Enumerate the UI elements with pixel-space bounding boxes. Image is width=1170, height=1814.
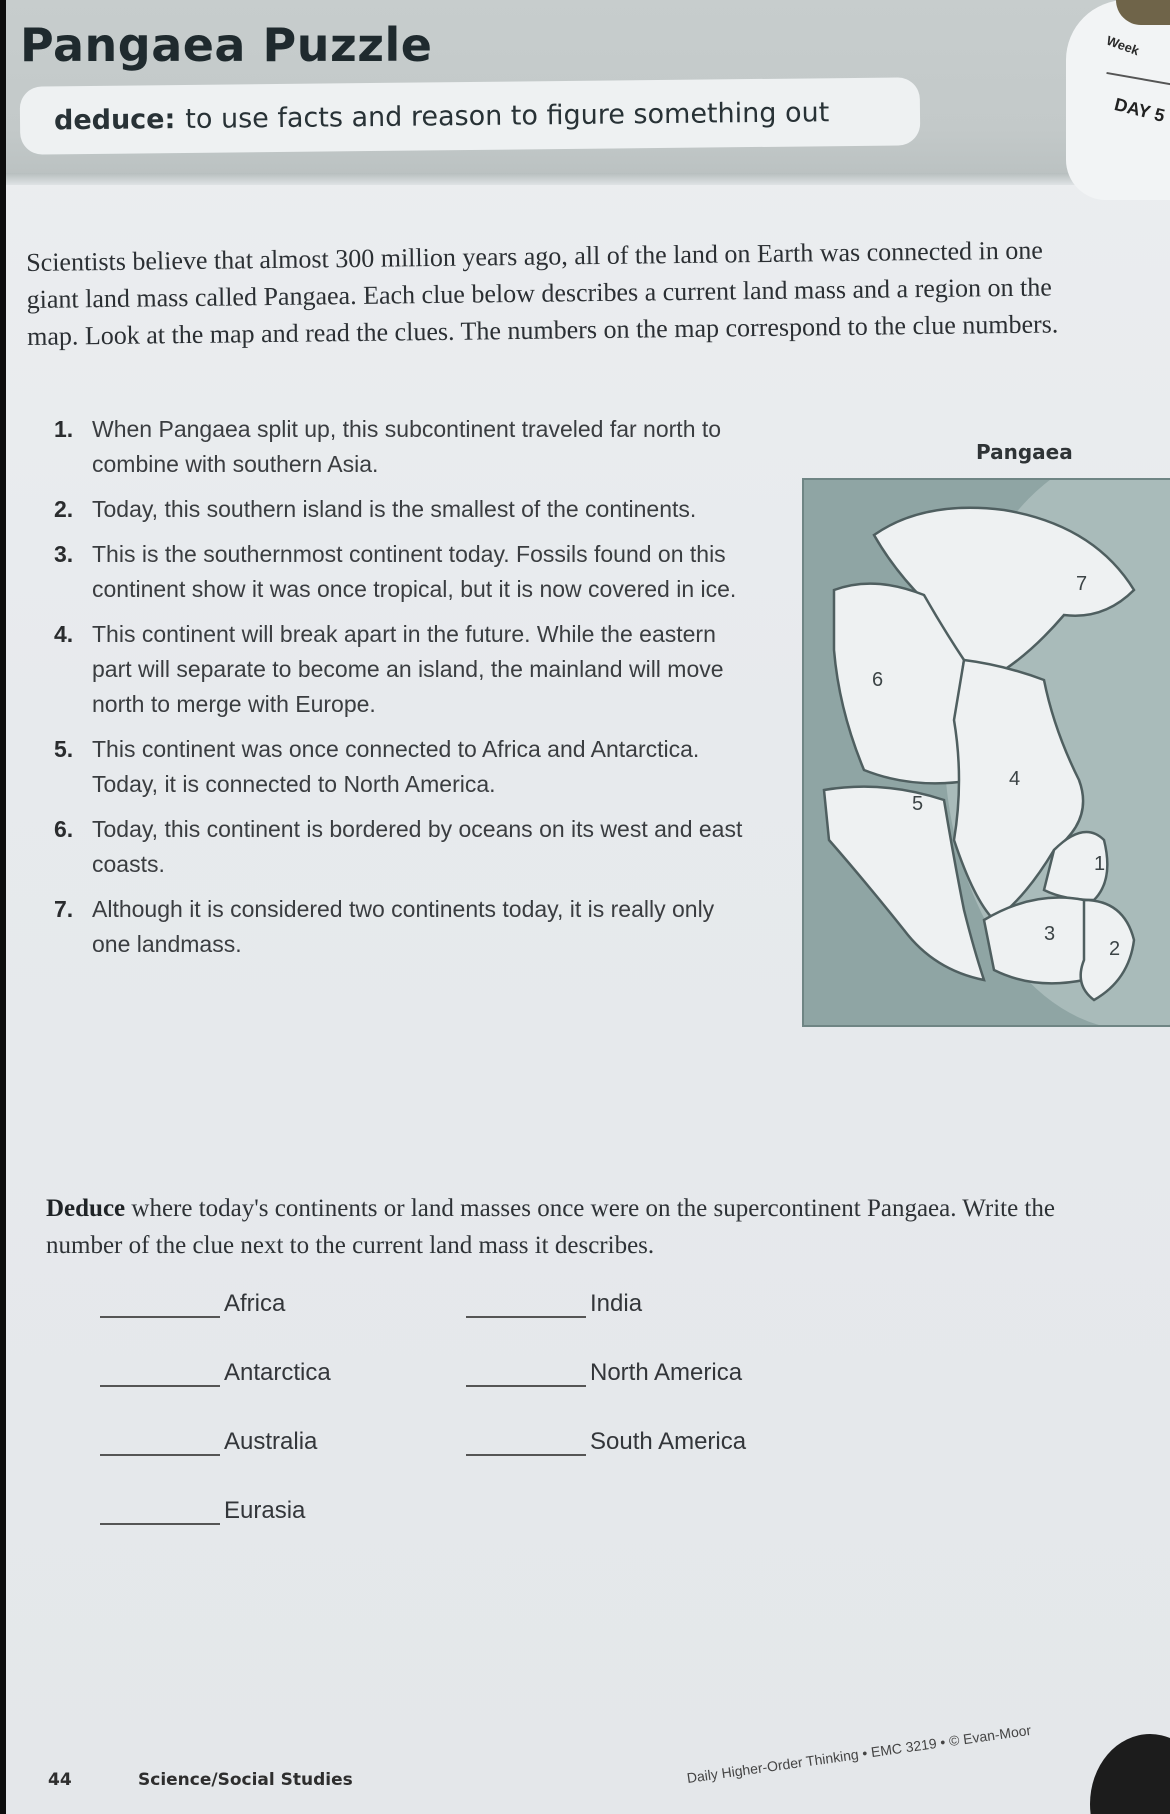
landmass-label: South America — [590, 1428, 747, 1455]
landmass-label: India — [590, 1290, 643, 1317]
svg-text:6: 6 — [872, 669, 884, 691]
map-title: Pangaea — [976, 440, 1073, 464]
svg-text:3: 3 — [1044, 923, 1056, 945]
vocab-term: deduce: — [53, 103, 176, 136]
clue-text: Today, this continent is bordered by oceans on its west and east coasts. — [92, 816, 743, 877]
clue-number: 1. — [54, 416, 74, 442]
landmass-label: Australia — [224, 1428, 318, 1455]
answer-blank[interactable] — [466, 1363, 586, 1387]
clue-item — [54, 412, 744, 482]
workbook-page — [6, 0, 1170, 1814]
clue-item — [54, 537, 744, 607]
landmass-label: Africa — [224, 1290, 286, 1317]
page-title: Pangaea Puzzle — [20, 18, 433, 72]
clue-text: This continent was once connected to Africa and Antarctica. Today, it is connected to North America. — [92, 736, 700, 797]
header-band — [6, 0, 1170, 185]
clue-text: Although it is considered two continents today, it is really only one landmass. — [92, 896, 715, 957]
clue-item — [54, 492, 744, 527]
answer-blank[interactable] — [100, 1501, 220, 1525]
clue-text: When Pangaea split up, this subcontinent traveled far north to combine with southern Asia. — [92, 416, 722, 477]
instructions-lead: Deduce — [46, 1195, 126, 1222]
clue-item — [54, 892, 744, 962]
svg-text:7: 7 — [1076, 573, 1088, 595]
subject-label: Science/Social Studies — [138, 1770, 353, 1790]
clue-number: 7. — [54, 896, 74, 922]
clue-number: 5. — [54, 736, 74, 762]
answer-section — [100, 1290, 860, 1550]
day-label: DAY 5 — [1112, 94, 1167, 126]
svg-text:5: 5 — [912, 793, 924, 815]
series-credit: Daily Higher-Order Thinking • EMC 3219 • © Evan-Moor — [685, 1721, 1033, 1786]
answer-row-africa — [100, 1290, 285, 1318]
landmass-label: Antarctica — [224, 1359, 331, 1386]
answer-blank[interactable] — [100, 1432, 220, 1456]
clue-list — [54, 412, 744, 972]
clue-number: 2. — [54, 496, 74, 522]
answer-row-india — [466, 1290, 642, 1318]
svg-text:4: 4 — [1009, 768, 1021, 790]
svg-text:2: 2 — [1109, 938, 1121, 960]
clue-item — [54, 732, 744, 802]
vocab-definition: to use facts and reason to figure something out — [185, 96, 830, 135]
answer-blank[interactable] — [100, 1363, 220, 1387]
clue-text: This continent will break apart in the future. While the eastern part will separate to become an island, the mainland will move north to merge with Europe. — [92, 621, 724, 717]
intro-paragraph: Scientists believe that almost 300 million years ago, all of the land on Earth was connected in one giant land mass called Pangaea. Each clue below describes a current land mass and a region on the map. Look at the map and read the clues. The numbers on the map correspond to the clue numbers. — [26, 235, 1059, 351]
instructions-paragraph — [46, 1190, 1086, 1264]
tab-divider — [1106, 72, 1170, 86]
answer-row-eurasia — [100, 1497, 305, 1525]
clue-text: Today, this southern island is the smallest of the continents. — [92, 496, 697, 522]
page-footer — [48, 1721, 1168, 1800]
landmass-label: North America — [590, 1359, 743, 1386]
clue-number: 3. — [54, 541, 74, 567]
pangaea-landmass-illustration — [804, 480, 1170, 1025]
answer-row-south-america — [466, 1428, 746, 1456]
answer-row-antarctica — [100, 1359, 331, 1387]
clue-item — [54, 812, 744, 882]
vocabulary-box — [20, 77, 921, 154]
pangaea-map — [802, 478, 1170, 1027]
answer-blank[interactable] — [466, 1432, 586, 1456]
clue-text: This is the southernmost continent today. Fossils found on this continent show it was once tropical, but it is now covered in ice. — [92, 541, 737, 602]
answer-row-north-america — [466, 1359, 742, 1387]
page-curl-shadow — [1090, 1734, 1170, 1814]
answer-blank[interactable] — [100, 1294, 220, 1318]
week-day-tab — [1066, 0, 1170, 200]
answer-row-australia — [100, 1428, 317, 1456]
page-number: 44 — [48, 1770, 72, 1790]
clue-number: 4. — [54, 621, 74, 647]
answer-blank[interactable] — [466, 1294, 586, 1318]
landmass-label: Eurasia — [224, 1497, 306, 1524]
clue-item — [54, 617, 744, 722]
svg-text:1: 1 — [1094, 853, 1106, 875]
week-label: Week — [1104, 32, 1142, 59]
instructions-text: where today's continents or land masses once were on the supercontinent Pangaea. Write the number of the clue next to the current land mass it describes. — [46, 1195, 1055, 1259]
clue-number: 6. — [54, 816, 74, 842]
